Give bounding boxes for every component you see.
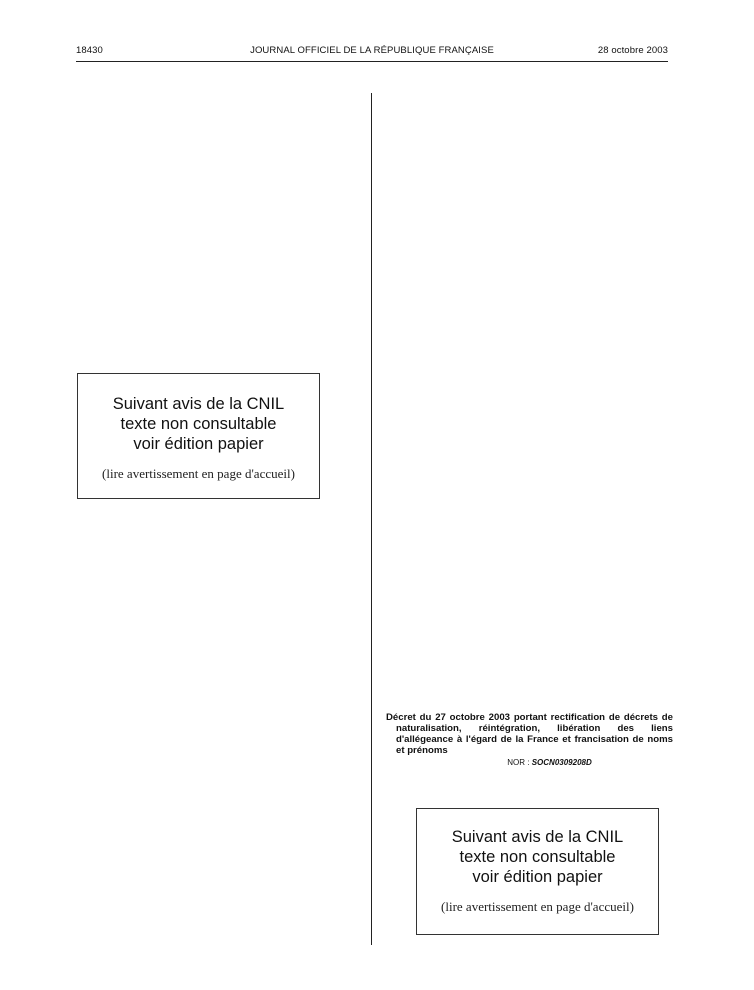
- cnil-note: (lire avertissement en page d'accueil): [441, 899, 634, 914]
- decree-nor: [386, 757, 673, 768]
- cnil-notice-box-left: [77, 373, 320, 499]
- decree-title: Décret du 27 octobre 2003 portant rectification de décrets de naturalisation, réintégration, libération des liens d'allégeance à l'égard de la France et francisation de noms et prénoms: [386, 712, 673, 756]
- nor-code: SOCN0309208D: [531, 758, 592, 767]
- cnil-line-1: Suivant avis de la CNIL: [112, 395, 285, 413]
- journal-title: JOURNAL OFFICIEL DE LA RÉPUBLIQUE FRANÇAISE: [250, 45, 494, 56]
- cnil-note: (lire avertissement en page d'accueil): [102, 466, 295, 481]
- nor-label: NOR :: [507, 758, 530, 767]
- cnil-line-3: voir édition papier: [133, 435, 264, 453]
- header-divider: [76, 61, 668, 62]
- cnil-line-3: voir édition papier: [472, 868, 603, 886]
- page-number: 18430: [76, 45, 103, 56]
- column-divider: [371, 93, 372, 945]
- publication-date: 28 octobre 2003: [597, 45, 668, 56]
- decree-heading: [386, 712, 673, 768]
- page-header: [76, 42, 668, 60]
- cnil-line-1: Suivant avis de la CNIL: [451, 828, 624, 846]
- cnil-line-2: texte non consultable: [459, 848, 616, 866]
- cnil-notice-box-right: [416, 808, 659, 935]
- cnil-line-2: texte non consultable: [120, 415, 277, 433]
